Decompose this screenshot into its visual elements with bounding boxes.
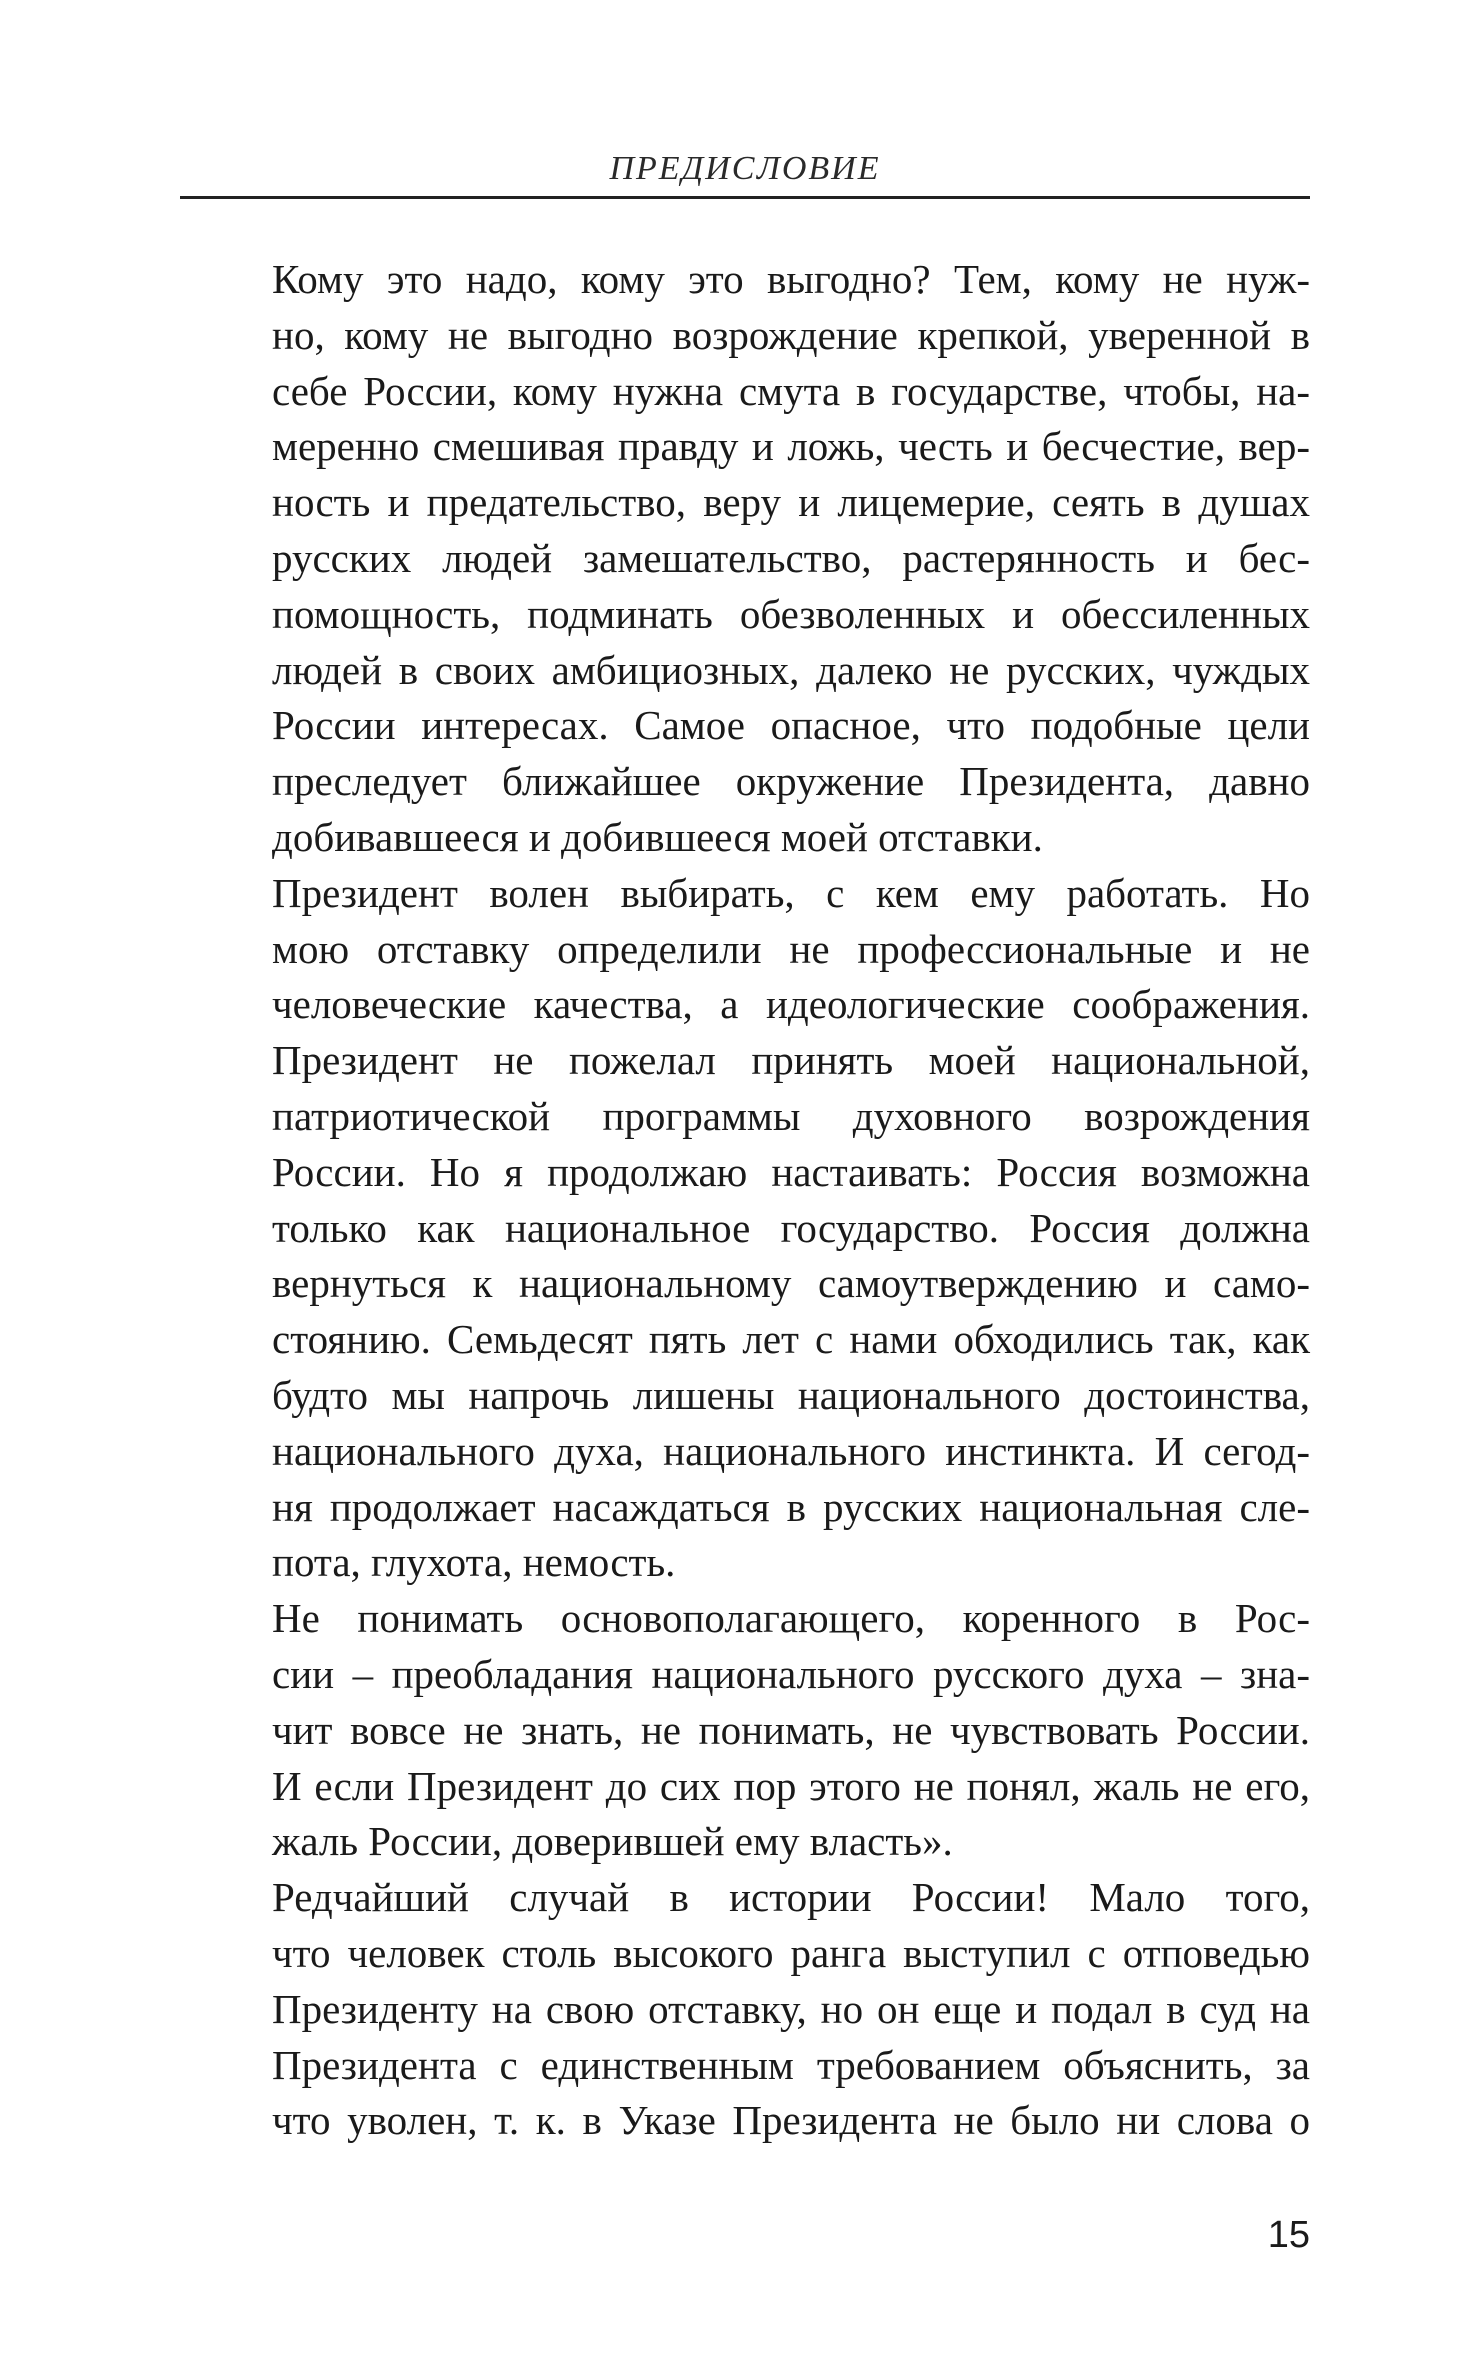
header-rule xyxy=(180,196,1310,199)
text-line: сии – преобладания национального русского духа – зна- xyxy=(272,1650,1310,1697)
text-line: преследует ближайшее окружение Президента, давно xyxy=(272,758,1310,805)
text-line: России. Но я продолжаю настаивать: Россия возможна xyxy=(272,1148,1310,1195)
page-number: 15 xyxy=(1267,2214,1310,2256)
text-line: человеческие качества, а идеологические соображения. xyxy=(272,981,1310,1028)
body-text xyxy=(180,252,1310,2149)
text-line: чит вовсе не знать, не понимать, не чувствовать России. xyxy=(272,1706,1310,1753)
text-line: что уволен, т. к. в Указе Президента не было ни слова о xyxy=(272,2097,1310,2144)
text-line: ня продолжает насаждаться в русских национальная сле- xyxy=(272,1483,1310,1530)
text-line: жаль России, доверившей ему власть». xyxy=(272,1818,953,1865)
text-line: что человек столь высокого ранга выступил с отповедью xyxy=(272,1929,1310,1976)
text-line: Президента с единственным требованием объяснить, за xyxy=(272,2041,1310,2088)
text-line: себе России, кому нужна смута в государстве, чтобы, на- xyxy=(272,367,1310,414)
text-line: национального духа, национального инстинкта. И сегод- xyxy=(272,1427,1310,1474)
text-line: помощность, подминать обезволенных и обессиленных xyxy=(272,590,1310,637)
text-line: Кому это надо, кому это выгодно? Тем, кому не нуж- xyxy=(272,256,1310,302)
paragraph xyxy=(180,1591,1310,1870)
text-line: Не понимать основополагающего, коренного в Рос- xyxy=(272,1595,1310,1642)
text-line: Президенту на свою отставку, но он еще и подал в суд на xyxy=(272,1985,1310,2032)
text-line: но, кому не выгодно возрождение крепкой, уверенной в xyxy=(272,311,1310,358)
text-line: добивавшееся и добившееся моей отставки. xyxy=(272,813,1043,860)
paragraph xyxy=(180,1870,1310,2149)
text-line: пота, глухота, немость. xyxy=(272,1539,676,1586)
text-line: Президент волен выбирать, с кем ему работать. Но xyxy=(272,869,1310,916)
paragraph xyxy=(180,866,1310,1591)
text-line: русских людей замешательство, растерянность и бес- xyxy=(272,534,1310,581)
text-line: ность и предательство, веру и лицемерие, сеять в душах xyxy=(272,479,1310,526)
text-line: патриотической программы духовного возрождения xyxy=(272,1092,1310,1139)
text-line: Редчайший случай в истории России! Мало того, xyxy=(272,1874,1310,1921)
text-line: мою отставку определили не профессиональные и не xyxy=(272,925,1310,972)
text-line: И если Президент до сих пор этого не понял, жаль не его, xyxy=(272,1762,1310,1809)
text-line: стоянию. Семьдесят пять лет с нами обходились так, как xyxy=(272,1316,1310,1363)
text-line: меренно смешивая правду и ложь, честь и бесчестие, вер- xyxy=(272,423,1310,470)
paragraph xyxy=(180,252,1310,866)
text-line: вернуться к национальному самоутверждению и само- xyxy=(272,1260,1310,1307)
text-line: будто мы напрочь лишены национального достоинства, xyxy=(272,1371,1310,1418)
text-line: людей в своих амбициозных, далеко не русских, чуждых xyxy=(272,646,1310,693)
running-header: ПРЕДИСЛОВИЕ xyxy=(609,150,881,187)
text-line: Президент не пожелал принять моей национальной, xyxy=(272,1037,1310,1084)
text-line: только как национальное государство. Россия должна xyxy=(272,1204,1310,1251)
text-line: России интересах. Самое опасное, что подобные цели xyxy=(272,702,1310,749)
